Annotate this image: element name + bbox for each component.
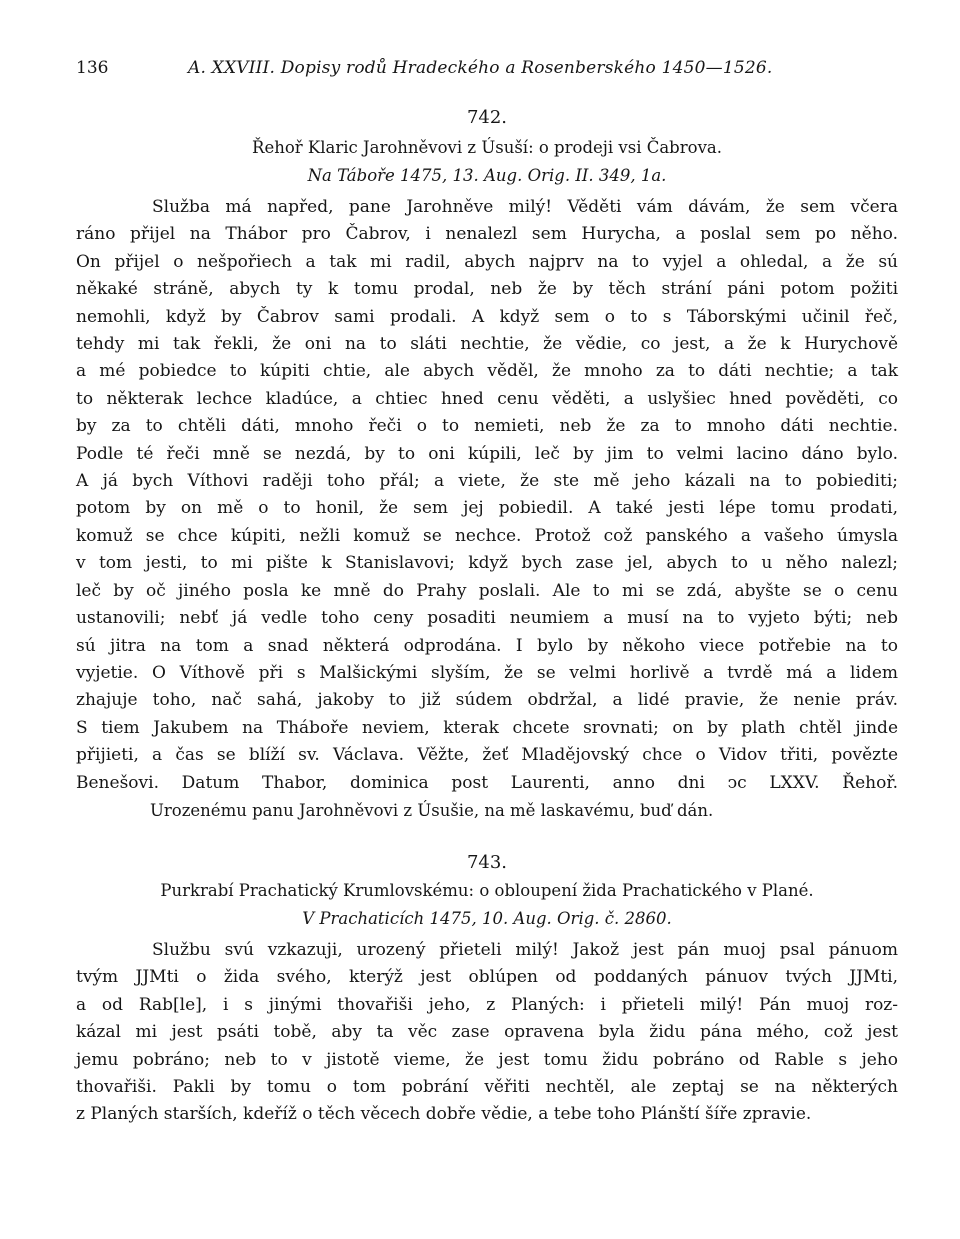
- text-line: jemu pobráno; neb to v jistotě vieme, že jest tomu židu pobráno od Rable s jeho: [76, 1049, 898, 1070]
- letter-number: 743.: [466, 851, 508, 873]
- text-line: někaké stráně, abych ty k tomu prodal, neb že by těch strání páni potom požiti: [76, 279, 898, 300]
- text-line: tvým JJMti o žida svého, kterýž jest oblúpen od poddaných pánuov tvých JJMti,: [76, 967, 898, 988]
- letter-source: Na Táboře 1475, 13. Aug. Orig. II. 349, 1a.: [307, 166, 667, 185]
- letter-body: [76, 937, 898, 1129]
- text-line: leč by oč jiného posla ke mně do Prahy poslali. Ale to mi se zdá, abyšte se o cenu: [76, 580, 898, 601]
- text-line: Službu svú vzkazuji, urozený přieteli milý! Jakož jest pán muoj psal pánuom: [152, 939, 898, 960]
- text-line: tehdy mi tak řekli, že oni na to sláti nechtie, že vědie, co jest, a že k Hurychově: [76, 334, 898, 355]
- text-line: to některak lechce kladúce, a chtiec hned cenu věděti, a uslyšiec hned pověděti, co: [76, 388, 898, 409]
- text-line: sú jitra na tom a snad některá odprodána. I bylo by někoho viece potřebie na to: [76, 635, 898, 656]
- text-line: kázal mi jest psáti tobě, aby ta věc zase opravena byla židu pána mého, což jest: [76, 1022, 898, 1043]
- text-line: potom by on mě o to honil, že sem jej pobiedil. A také jesti lépe tomu prodati,: [76, 498, 898, 519]
- text-line: v tom jesti, to mi pište k Stanislavovi; když bych zase jel, abych to u něho nalezl;: [76, 553, 898, 574]
- letter-742: [76, 104, 898, 825]
- text-line: Služba má napřed, pane Jarohněve milý! Věděti vám dávám, že sem včera: [152, 197, 898, 217]
- letter-number: 742.: [466, 107, 508, 128]
- text-line: A já bych Víthovi raději toho přál; a viete, že ste mě jeho kázali na to pobiediti;: [76, 471, 898, 492]
- text-line: thovařiši. Pakli by tomu o tom pobrání věřiti nechtěl, ale zeptaj se na některých: [76, 1076, 898, 1097]
- text-line: S tiem Jakubem na Tháboře neviem, kterak chcete srovnati; on by plath chtěl jinde: [76, 717, 898, 738]
- letter-heading: Purkrabí Prachatický Krumlovskému: o obloupení žida Prachatického v Plané.: [160, 880, 814, 900]
- text-line: by za to chtěli dáti, mnoho řeči o to nemieti, neb že za to mnoho dáti nechtie.: [76, 416, 898, 437]
- letter-body: [76, 194, 898, 797]
- text-line: a mé pobiedce to kúpiti chtie, ale abych věděl, že mnoho za to dáti nechtie; a tak: [76, 361, 898, 382]
- text-line: z Planých starších, kdeříž o těch věcech dobře vědie, a tebe toho Plánští šíře zpravie.: [76, 1104, 812, 1125]
- text-line: vyjetie. O Víthově při s Malšickými slyším, že se velmi horlivě a tvrdě má a lidem: [76, 662, 898, 683]
- running-head: [76, 58, 898, 86]
- text-line: zhajuje toho, nač sahá, jakoby to již súdem obdržal, a lidé pravie, že nenie práv.: [76, 690, 898, 711]
- page-number: 136: [76, 58, 109, 78]
- text-line: nemohli, když by Čabrov sami prodali. A když sem o to s Táborskými učinil řeč,: [76, 306, 898, 327]
- text-line: Podle té řeči mně se nezdá, by to oni kúpili, leč by jim to velmi lacino dáno bylo.: [76, 443, 898, 464]
- running-title: A. XXVIII. Dopisy rodů Hradeckého a Rosenberského 1450—1526.: [188, 58, 773, 78]
- text-line: ráno přijel na Thábor pro Čabrov, i nenalezl sem Hurycha, a poslal sem po něho.: [76, 224, 898, 245]
- letter-source: V Prachaticích 1475, 10. Aug. Orig. č. 2860.: [302, 908, 672, 928]
- letter-heading: Řehoř Klaric Jarohněvovi z Úsuší: o prodeji vsi Čabrova.: [252, 138, 722, 157]
- letter-743: [76, 849, 898, 1129]
- letter-address: Urozenému panu Jarohněvovi z Úsušie, na mě laskavému, buď dán.: [150, 800, 714, 820]
- text-line: Benešovi. Datum Thabor, dominica post Laurenti, anno dni ͻc LXXV. Řehoř.: [76, 772, 898, 793]
- text-line: komuž se chce kúpiti, nežli komuž se nechce. Protož což panského a vašeho úmysla: [76, 525, 898, 546]
- text-line: a od Rab[le], i s jinými thovařiši jeho, z Planých: i přieteli milý! Pán muoj roz-: [76, 994, 898, 1015]
- text-line: přijieti, a čas se blíží sv. Václava. Věžte, žeť Mladějovský chce o Vidov třiti, povězte: [76, 745, 898, 766]
- text-line: On přijel o nešpořiech a tak mi radil, abych najprv na to vyjel a ohledal, a že sú: [76, 251, 898, 272]
- text-line: ustanovili; nebť já vedle toho ceny posaditi neumiem a musí na to vyjeto býti; neb: [76, 608, 898, 629]
